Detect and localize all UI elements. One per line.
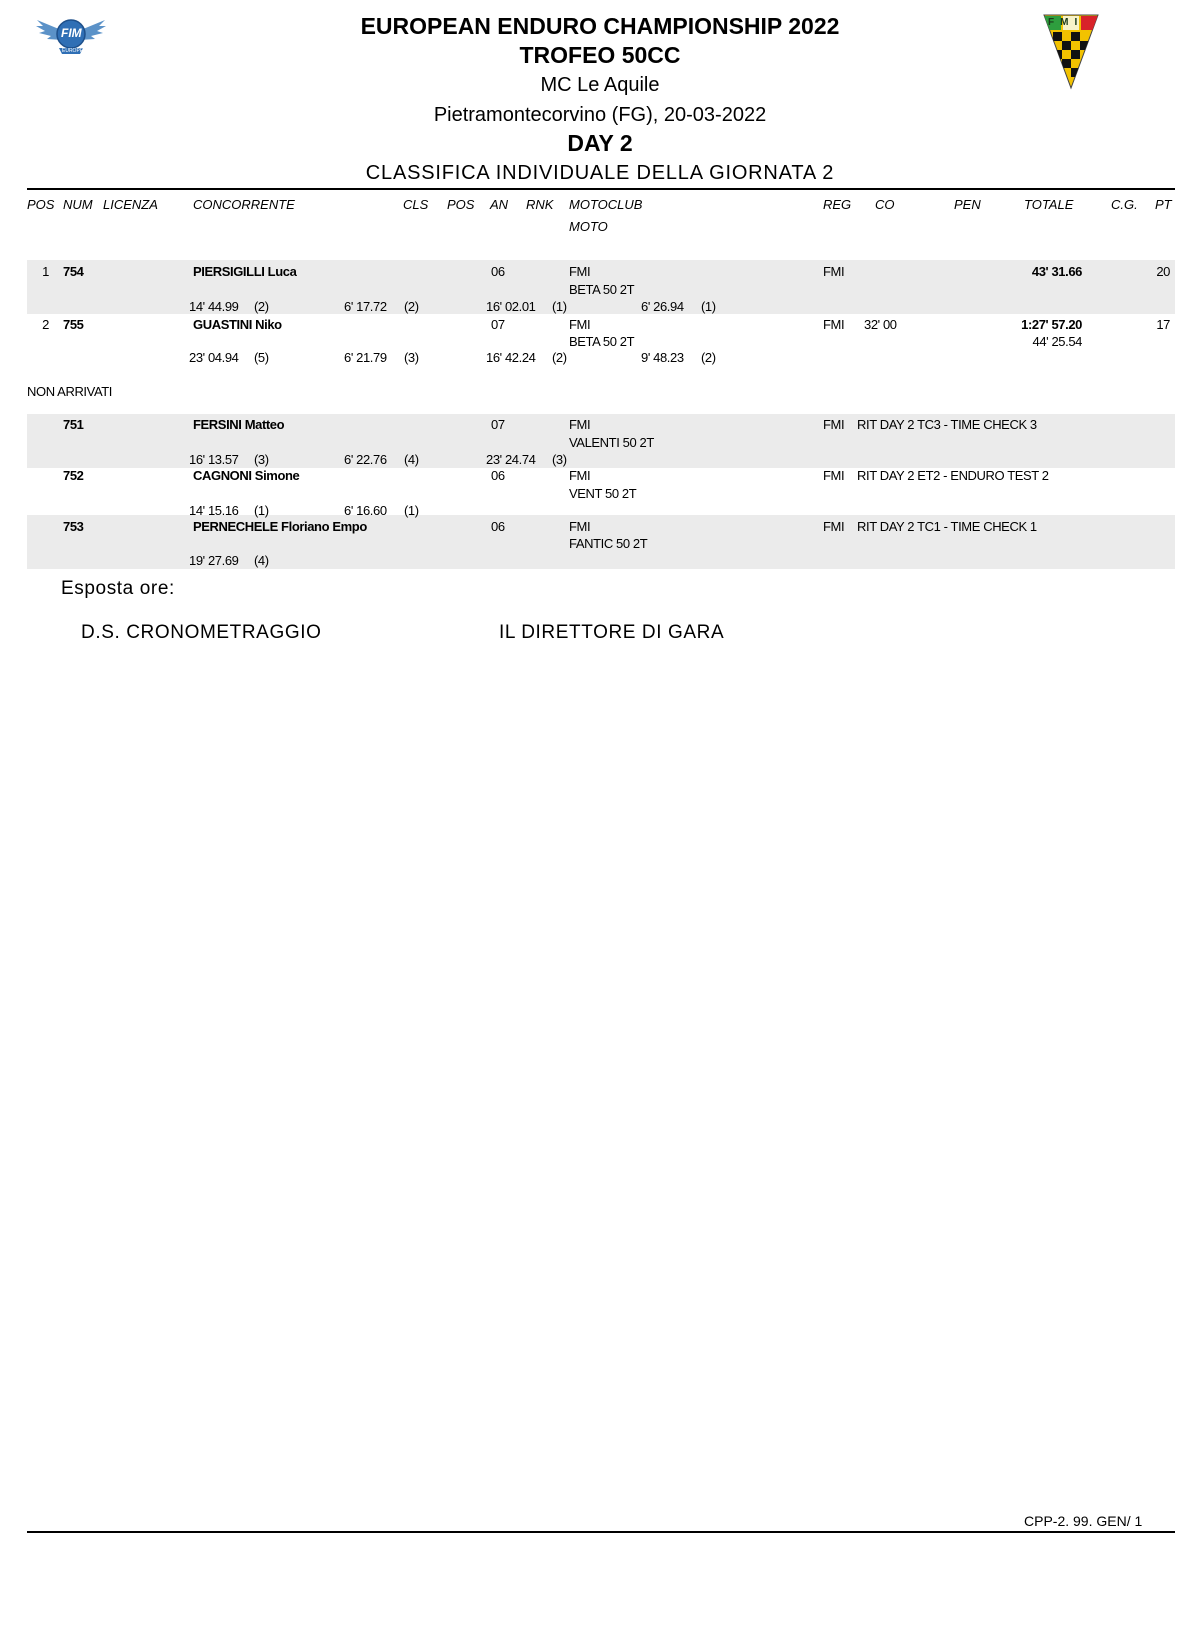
- row-time-3: 16' 02.01: [486, 299, 536, 314]
- col-rnk: RNK: [526, 197, 554, 212]
- race-director-signature: IL DIRETTORE DI GARA: [499, 622, 725, 643]
- document-code: CPP-2. 99. GEN/ 1: [1024, 1513, 1143, 1529]
- row-time-2: 6' 17.72: [344, 299, 387, 314]
- row-time-2: 6' 22.76: [344, 452, 387, 467]
- row-reg: FMI: [823, 468, 845, 483]
- row-moto: VENT 50 2T: [569, 486, 637, 501]
- row-motoclub: FMI: [569, 317, 591, 332]
- row-time-1: 19' 27.69: [189, 553, 239, 568]
- row-motoclub: FMI: [569, 264, 591, 279]
- row-reg: FMI: [823, 264, 845, 279]
- championship-title: EUROPEAN ENDURO CHAMPIONSHIP 2022: [360, 13, 840, 39]
- row-rank-2: (1): [404, 503, 419, 518]
- footer-rule: [27, 1531, 1175, 1533]
- col-an: AN: [490, 197, 509, 212]
- row-moto: BETA 50 2T: [569, 334, 635, 349]
- row-pos: 1: [42, 264, 49, 279]
- row-num: 753: [63, 519, 84, 534]
- fim-logo-subtext: EUROPE: [62, 48, 84, 54]
- classification-subtitle: CLASSIFICA INDIVIDUALE DELLA GIORNATA 2: [365, 162, 835, 184]
- row-time-2: 6' 16.60: [344, 503, 387, 518]
- non-arrivati-heading: NON ARRIVATI: [27, 384, 113, 399]
- row-pt: 17: [1156, 317, 1170, 332]
- col-co: CO: [875, 197, 895, 212]
- row-time-1: 14' 44.99: [189, 299, 239, 314]
- trophy-title: TROFEO 50CC: [519, 42, 681, 68]
- row-motoclub: FMI: [569, 519, 591, 534]
- row-an: 07: [491, 317, 505, 332]
- row-rank-1: (2): [254, 299, 269, 314]
- col-cg: C.G.: [1111, 197, 1138, 212]
- col-concorrente: CONCORRENTE: [193, 197, 295, 212]
- fim-logo-text: FIM: [61, 26, 82, 40]
- row-reg: FMI: [823, 417, 845, 432]
- row-rank-1: (5): [254, 350, 269, 365]
- row-pos: 2: [42, 317, 49, 332]
- fmi-logo-text: FMI: [1048, 17, 1084, 28]
- row-time-2: 6' 21.79: [344, 350, 387, 365]
- row-rank-4: (2): [701, 350, 716, 365]
- row-time-1: 16' 13.57: [189, 452, 239, 467]
- col-moto: MOTO: [569, 219, 608, 234]
- row-motoclub: FMI: [569, 468, 591, 483]
- row-note: RIT DAY 2 TC1 - TIME CHECK 1: [857, 519, 1037, 534]
- row-reg: FMI: [823, 519, 845, 534]
- col-pt: PT: [1155, 197, 1172, 212]
- row-name: PIERSIGILLI Luca: [193, 264, 297, 279]
- row-moto: BETA 50 2T: [569, 282, 635, 297]
- row-time-4: 9' 48.23: [641, 350, 684, 365]
- row-rank-2: (4): [404, 452, 419, 467]
- row-totale: 1:27' 57.20: [1021, 317, 1082, 332]
- row-motoclub: FMI: [569, 417, 591, 432]
- col-reg: REG: [823, 197, 852, 212]
- row-totale: 43' 31.66: [1031, 264, 1082, 279]
- row-moto: VALENTI 50 2T: [569, 435, 654, 450]
- col-cls: CLS: [403, 197, 429, 212]
- row-name: PERNECHELE Floriano Empo: [193, 519, 367, 534]
- row-co: 32' 00: [864, 317, 897, 332]
- day-label: DAY 2: [567, 130, 633, 156]
- row-time-4: 6' 26.94: [641, 299, 684, 314]
- row-name: CAGNONI Simone: [193, 468, 300, 483]
- col-num: NUM: [63, 197, 93, 212]
- timekeeping-signature: D.S. CRONOMETRAGGIO: [81, 622, 322, 643]
- row-rank-1: (1): [254, 503, 269, 518]
- row-note: RIT DAY 2 ET2 - ENDURO TEST 2: [857, 468, 1049, 483]
- col-pos: POS: [27, 197, 55, 212]
- exposure-time-label: Esposta ore:: [61, 578, 175, 599]
- row-rank-2: (2): [404, 299, 419, 314]
- row-an: 06: [491, 519, 505, 534]
- row-num: 751: [63, 417, 84, 432]
- row-rank-2: (3): [404, 350, 419, 365]
- header-rule: [27, 188, 1175, 190]
- row-rank-4: (1): [701, 299, 716, 314]
- row-num: 754: [63, 264, 84, 279]
- row-time-1: 23' 04.94: [189, 350, 239, 365]
- club-name: MC Le Aquile: [540, 74, 660, 96]
- row-name: GUASTINI Niko: [193, 317, 282, 332]
- row-rank-3: (1): [552, 299, 567, 314]
- row-rank-1: (4): [254, 553, 269, 568]
- row-an: 06: [491, 264, 505, 279]
- row-moto: FANTIC 50 2T: [569, 536, 648, 551]
- col-pos2: POS: [447, 197, 475, 212]
- col-licenza: LICENZA: [103, 197, 158, 212]
- row-totale-2: 44' 25.54: [1032, 334, 1082, 349]
- col-totale: TOTALE: [1024, 197, 1074, 212]
- row-num: 752: [63, 468, 84, 483]
- row-pt: 20: [1156, 264, 1170, 279]
- col-pen: PEN: [954, 197, 981, 212]
- row-an: 06: [491, 468, 505, 483]
- row-an: 07: [491, 417, 505, 432]
- row-rank-1: (3): [254, 452, 269, 467]
- row-time-3: 16' 42.24: [486, 350, 536, 365]
- row-name: FERSINI Matteo: [193, 417, 285, 432]
- row-rank-3: (3): [552, 452, 567, 467]
- col-motoclub: MOTOCLUB: [569, 197, 643, 212]
- row-num: 755: [63, 317, 84, 332]
- row-reg: FMI: [823, 317, 845, 332]
- row-rank-3: (2): [552, 350, 567, 365]
- row-note: RIT DAY 2 TC3 - TIME CHECK 3: [857, 417, 1037, 432]
- place-date: Pietramontecorvino (FG), 20-03-2022: [433, 104, 767, 126]
- row-time-1: 14' 15.16: [189, 503, 239, 518]
- row-time-3: 23' 24.74: [486, 452, 536, 467]
